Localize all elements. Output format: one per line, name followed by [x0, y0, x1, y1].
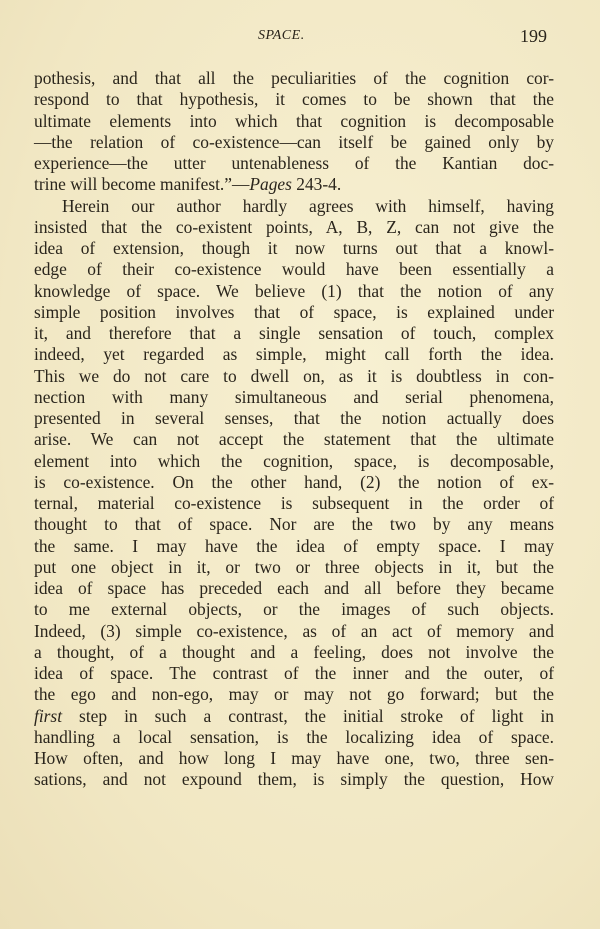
text-line-rest: step in such a contrast, the initial stroke of light in — [62, 705, 554, 726]
paragraph-start-line: Herein our author hardly agrees with himself, having — [62, 195, 554, 216]
text-line: idea of space. The contrast of the inner and the outer, of — [34, 663, 554, 683]
text-line: pothesis, and that all the peculiarities of the cognition cor- — [34, 68, 554, 88]
text-line-emphasis — [34, 706, 554, 727]
text-line: arise. We can not accept the statement that the ultimate — [34, 429, 554, 450]
running-header — [0, 26, 600, 50]
text-line: knowledge of space. We believe (1) that the notion of any — [34, 280, 554, 301]
text-line: How often, and how long I may have one, two, three sen- — [34, 748, 554, 768]
text-line: put one object in it, or two or three objects in it, but the — [34, 556, 554, 577]
text-line: the ego and non-ego, may or may not go forward; but the — [34, 684, 554, 705]
text-line: thought to that of space. Nor are the two by any means — [34, 514, 554, 535]
text-line: Indeed, (3) simple co-existence, as of an act of memory and — [34, 620, 554, 641]
text-line: sations, and not expound them, is simply the question, How — [34, 769, 554, 790]
pages-label: Pages — [249, 174, 292, 195]
text-line-citation — [34, 174, 554, 195]
text-line: it, and therefore that a single sensation of touch, complex — [34, 323, 554, 343]
emphasized-word: first — [34, 705, 63, 726]
text-line: ternal, material co-existence is subsequent in the order of — [34, 493, 554, 513]
text-line: insisted that the co-existent points, A, B, Z, can not give the — [34, 216, 554, 237]
text-line: handling a local sensation, is the localizing idea of space. — [34, 726, 554, 747]
text-line: presented in several senses, that the notion actually does — [34, 408, 554, 428]
text-line: idea of extension, though it now turns out that a knowl- — [34, 238, 554, 258]
text-line: nection with many simultaneous and serial phenomena, — [34, 386, 554, 407]
text-line: a thought, of a thought and a feeling, does not involve the — [34, 641, 554, 662]
text-line: simple position involves that of space, is explained under — [34, 301, 554, 322]
text-line: experience—the utter untenableness of the Kantian doc- — [34, 153, 554, 173]
quote-end: trine will become manifest.”— — [34, 174, 250, 195]
pages-value: 243-4. — [291, 174, 342, 195]
running-title: SPACE. — [258, 28, 305, 43]
text-line: edge of their co-existence would have been essentially a — [34, 259, 554, 280]
body-text — [34, 68, 554, 791]
text-line: This we do not care to dwell on, as it is doubtless in con- — [34, 365, 554, 386]
text-line: the same. I may have the idea of empty space. I may — [34, 535, 554, 556]
text-line: indeed, yet regarded as simple, might call forth the idea. — [34, 344, 554, 365]
text-line: element into which the cognition, space, is decomposable, — [34, 450, 554, 471]
text-line: ultimate elements into which that cognition is decomposable — [34, 110, 554, 131]
text-line: respond to that hypothesis, it comes to be shown that the — [34, 89, 554, 110]
text-line: —the relation of co-existence—can itself be gained only by — [34, 131, 554, 152]
page-number: 199 — [520, 26, 547, 46]
text-line: idea of space has preceded each and all before they became — [34, 578, 554, 598]
text-line: is co-existence. On the other hand, (2) the notion of ex- — [34, 471, 554, 492]
text-line: to me external objects, or the images of such objects. — [34, 599, 554, 620]
